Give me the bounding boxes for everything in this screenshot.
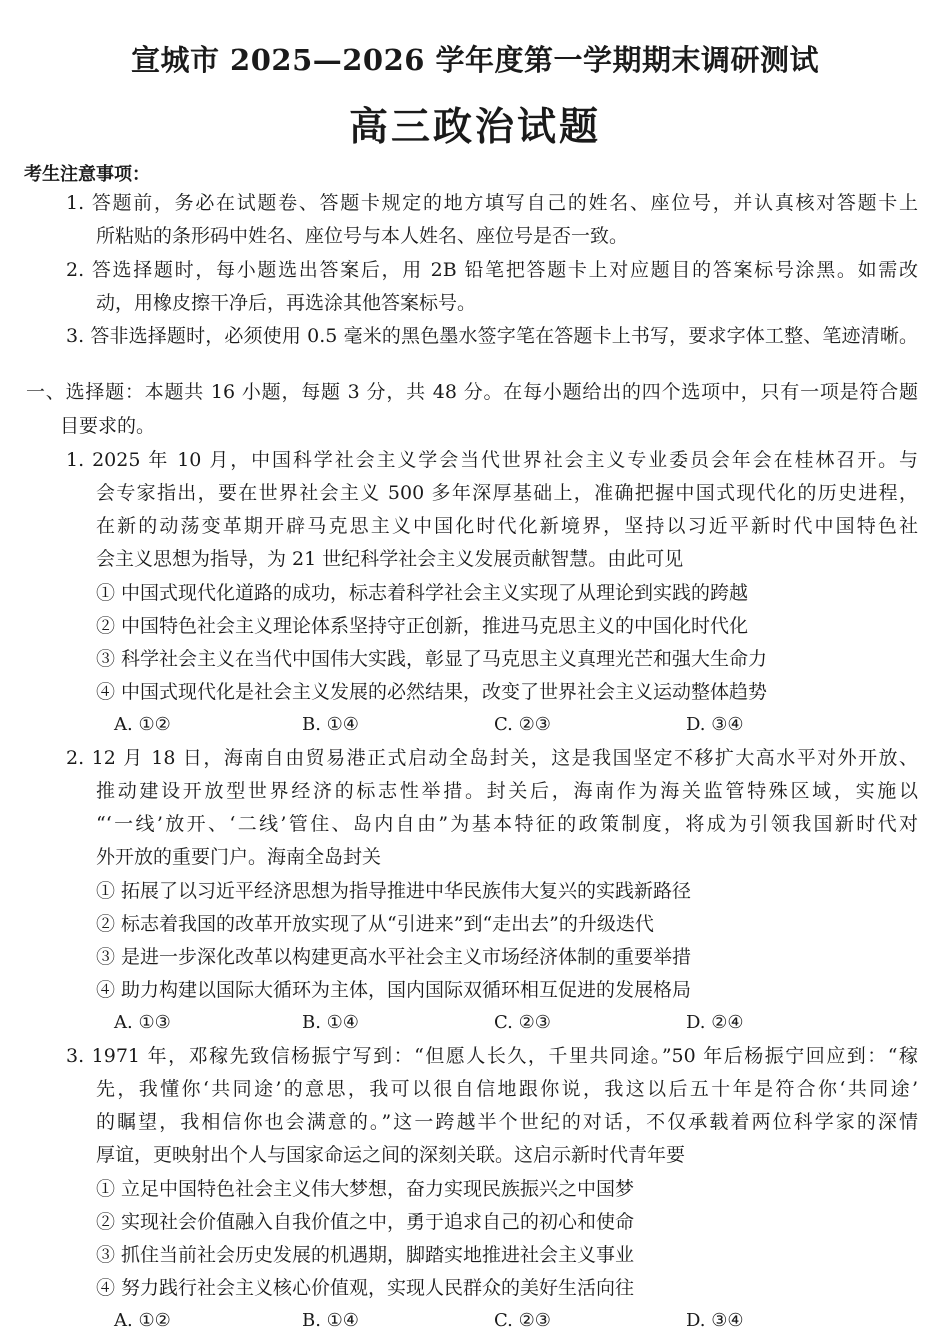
notice-line: 1. 答题前，务必在试题卷、答题卡规定的地方填写自己的姓名、座位号，并认真核对答题卡上 xyxy=(66,192,918,214)
option-c: C. ②③ xyxy=(494,1310,551,1331)
section-heading: 一、选择题：本题共 16 小题，每题 3 分，共 48 分。在每小题给出的四个选项中，只有一项是符合题 xyxy=(26,381,918,403)
statement-item: ④ 中国式现代化是社会主义发展的必然结果，改变了世界社会主义运动整体趋势 xyxy=(96,681,768,703)
question-stem-line: 厚谊，更映射出个人与国家命运之间的深刻关联。这启示新时代青年要 xyxy=(96,1144,686,1166)
notice-heading: 考生注意事项： xyxy=(24,164,150,185)
question-stem-line: 2. 12 月 18 日，海南自由贸易港正式启动全岛封关，这是我国坚定不移扩大高水平对外开放、 xyxy=(66,747,918,769)
notice-line: 2. 答选择题时，每小题选出答案后，用 2B 铅笔把答题卡上对应题目的答案标号涂黑。如需改 xyxy=(66,259,918,281)
option-b: B. ①④ xyxy=(302,1012,359,1033)
exam-title: 宣城市 2025—2026 学年度第一学期期末调研测试 xyxy=(130,43,820,77)
exam-subject-title: 高三政治试题 xyxy=(348,105,601,150)
statement-item: ③ 科学社会主义在当代中国伟大实践，彰显了马克思主义真理光芒和强大生命力 xyxy=(96,648,768,670)
option-c: C. ②③ xyxy=(494,714,551,735)
question-stem-line: “‘一线’放开、‘二线’管住、岛内自由”为基本特征的政策制度，将成为引领我国新时代对 xyxy=(96,813,918,835)
option-b: B. ①④ xyxy=(302,1310,359,1331)
option-b: B. ①④ xyxy=(302,714,359,735)
statement-item: ④ 努力践行社会主义核心价值观，实现人民群众的美好生活向往 xyxy=(96,1277,635,1299)
option-a: A. ①③ xyxy=(114,1012,171,1033)
option-a: A. ①② xyxy=(114,714,171,735)
statement-item: ① 中国式现代化道路的成功，标志着科学社会主义实现了从理论到实践的跨越 xyxy=(96,582,749,604)
question-stem-line: 在新的动荡变革期开辟马克思主义中国化时代化新境界，坚持以习近平新时代中国特色社 xyxy=(96,515,918,537)
statement-item: ① 立足中国特色社会主义伟大梦想，奋力实现民族振兴之中国梦 xyxy=(96,1178,635,1200)
question-stem-line: 外开放的重要门户。海南全岛封关 xyxy=(96,846,382,868)
statement-item: ② 标志着我国的改革开放实现了从“引进来”到“走出去”的升级迭代 xyxy=(96,913,654,935)
notice-line: 所粘贴的条形码中姓名、座位号与本人姓名、座位号是否一致。 xyxy=(96,225,629,247)
statement-item: ④ 助力构建以国际大循环为主体，国内国际双循环相互促进的发展格局 xyxy=(96,979,692,1001)
question-stem-line: 3. 1971 年，邓稼先致信杨振宁写到：“但愿人长久，千里共同途。”50 年后杨振宁回应到：“稼 xyxy=(66,1045,918,1067)
statement-item: ① 拓展了以习近平经济思想为指导推进中华民族伟大复兴的实践新路径 xyxy=(96,880,692,902)
statement-item: ③ 是进一步深化改革以构建更高水平社会主义市场经济体制的重要举措 xyxy=(96,946,692,968)
notice-line: 动，用橡皮擦干净后，再选涂其他答案标号。 xyxy=(96,292,477,314)
statement-item: ③ 抓住当前社会历史发展的机遇期，脚踏实地推进社会主义事业 xyxy=(96,1244,635,1266)
notice-line: 3. 答非选择题时，必须使用 0.5 毫米的黑色墨水签字笔在答题卡上书写，要求字体工整、笔迹清晰。 xyxy=(66,325,918,347)
option-d: D. ③④ xyxy=(686,1310,744,1331)
question-stem-line: 推动建设开放型世界经济的标志性举措。封关后，海南作为海关监管特殊区域，实施以 xyxy=(96,780,918,802)
option-d: D. ②④ xyxy=(686,1012,744,1033)
question-stem-line: 1. 2025 年 10 月，中国科学社会主义学会当代世界社会主义专业委员会年会在桂林召开。与 xyxy=(66,449,918,471)
question-stem-line: 会主义思想为指导，为 21 世纪科学社会主义发展贡献智慧。由此可见 xyxy=(96,548,684,570)
statement-item: ② 实现社会价值融入自我价值之中，勇于追求自己的初心和使命 xyxy=(96,1211,635,1233)
question-stem-line: 先，我懂你‘共同途’的意思，我可以很自信地跟你说，我这以后五十年是符合你‘共同途’ xyxy=(96,1078,918,1100)
statement-item: ② 中国特色社会主义理论体系坚持守正创新，推进马克思主义的中国化时代化 xyxy=(96,615,749,637)
option-c: C. ②③ xyxy=(494,1012,551,1033)
question-stem-line: 的瞩望，我相信你也会满意的。”这一跨越半个世纪的对话，不仅承载着两位科学家的深情 xyxy=(96,1111,918,1133)
section-heading-cont: 目要求的。 xyxy=(60,415,156,437)
option-d: D. ③④ xyxy=(686,714,744,735)
question-stem-line: 会专家指出，要在世界社会主义 500 多年深厚基础上，准确把握中国式现代化的历史进程， xyxy=(96,482,918,504)
option-a: A. ①② xyxy=(114,1310,171,1331)
